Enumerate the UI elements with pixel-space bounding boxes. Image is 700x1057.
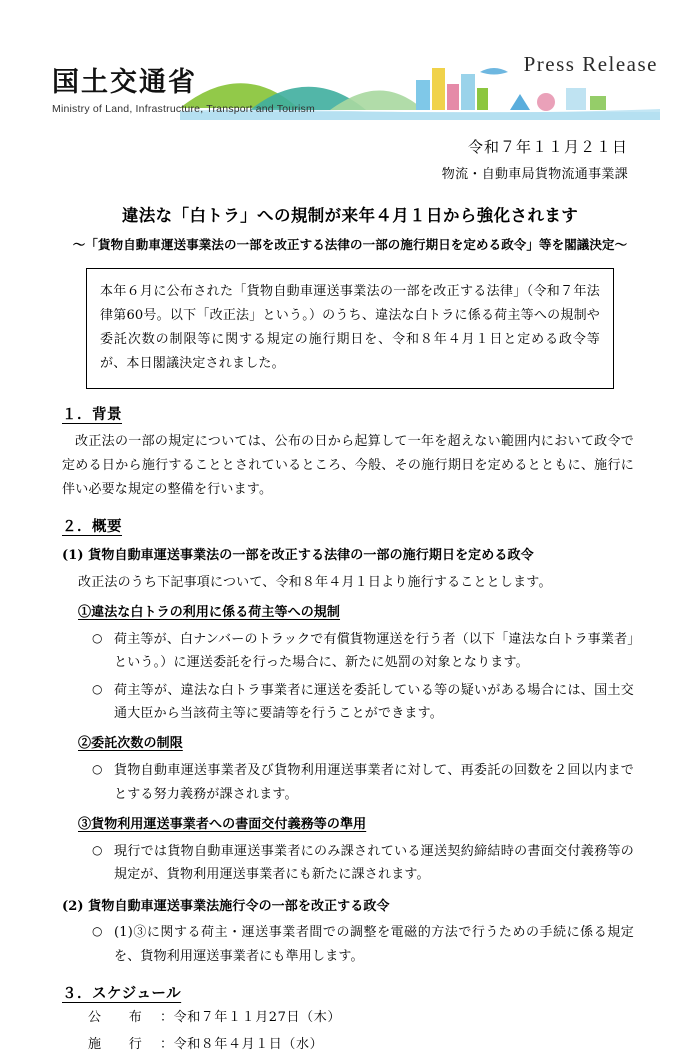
bullet-circle-icon: ○ <box>92 681 103 696</box>
summary-box: 本年６月に公布された「貨物自動車運送事業法の一部を改正する法律」（令和７年法律第60号。以下「改正法」という。）のうち、違法な白トラに係る荷主等への規制や委託次数の制限等に関する規定の施行期日を、令和８年４月１日と定める政令等が、本日閣議決定されました。 <box>86 268 614 389</box>
bullet-item <box>92 759 634 806</box>
bullet-item <box>92 679 634 726</box>
bullet-circle-icon: ○ <box>92 924 103 939</box>
release-date: 令和７年１１月２１日 <box>467 138 628 156</box>
overview-item-lead: 改正法のうち下記事項について、令和８年４月１日より施行することとします。 <box>78 574 552 590</box>
section-paragraph: 改正法の一部の規定については、公布の日から起算して一年を超えない範囲内において政令で定める日から施行することとされているところ、今般、その施行期日を定めるとともに、施行に伴い必要な規定の整備を行います。 <box>62 434 634 497</box>
overview-group-title: ①違法な白トラの利用に係る荷主等への規制 <box>78 605 341 621</box>
bullet-item <box>92 840 634 887</box>
document-header <box>0 0 700 132</box>
section-schedule <box>62 968 634 1057</box>
section-background <box>62 389 634 501</box>
section-heading: １．背景 <box>62 406 122 424</box>
section-overview <box>62 501 634 968</box>
document-body <box>62 389 634 1056</box>
ministry-name-en: Ministry of Land, Infrastructure, Transport and Tourism <box>52 102 315 115</box>
issuing-department: 物流・自動車局貨物流通事業課 <box>441 167 628 182</box>
schedule-value: ：令和７年１１月27日（木） <box>160 1010 341 1026</box>
ministry-logo <box>52 68 315 115</box>
bullet-item <box>92 921 634 968</box>
schedule-row <box>88 1007 634 1030</box>
page-title: 違法な「白トラ」への規制が来年４月１日から強化されます <box>121 206 579 225</box>
bullet-circle-icon: ○ <box>92 842 103 857</box>
section-heading: ３．スケジュール <box>62 985 182 1003</box>
bullet-text: 貨物自動車運送事業者及び貨物利用運送事業者に対して、再委託の回数を２回以内までとする努力義務が課されます。 <box>114 763 634 802</box>
overview-item-label: (1) 貨物自動車運送事業法の一部を改正する法律の一部の施行期日を定める政令 <box>62 548 534 564</box>
press-release-label: Press Release <box>523 52 658 76</box>
section-heading: ２．概要 <box>62 518 122 536</box>
ministry-name-jp: 国土交通省 <box>52 67 197 98</box>
overview-item-label: (2) 貨物自動車運送事業法施行令の一部を改正する政令 <box>62 898 390 914</box>
page-subtitle: ～「貨物自動車運送事業法の一部を改正する法律の一部の施行期日を定める政令」等を閣議決定～ <box>72 237 628 252</box>
bullet-text: 現行では貨物自動車運送事業者にのみ課されている運送契約締結時の書面交付義務等の規定が、貨物利用運送事業者にも新たに課されます。 <box>114 843 634 883</box>
bullet-text: 荷主等が、白ナンバーのトラックで有償貨物運送を行う者（以下「違法な白トラ事業者」という。）に運送委託を行った場合に、新たに処罰の対象となります。 <box>114 631 634 671</box>
schedule-label: 公 布 <box>88 1010 143 1026</box>
schedule-row <box>88 1034 634 1057</box>
overview-group-title: ②委託次数の制限 <box>78 736 183 752</box>
overview-group-title: ③貨物利用運送事業者への書面交付義務等の準用 <box>78 817 367 833</box>
bullet-text: (1)③に関する荷主・運送事業者間での調整を電磁的方法で行うための手続に係る規定を、貨物利用運送事業者にも準用します。 <box>114 925 634 964</box>
bullet-text: 荷主等が、違法な白トラ事業者に運送を委託している等の疑いがある場合には、国土交通大臣から当該荷主等に要請等を行うことができます。 <box>114 682 634 722</box>
bullet-item <box>92 628 634 675</box>
bullet-circle-icon: ○ <box>92 762 103 777</box>
date-block <box>0 136 700 182</box>
schedule-value: ：令和８年４月１日（水） <box>160 1036 324 1052</box>
schedule-label: 施 行 <box>88 1036 143 1052</box>
bullet-circle-icon: ○ <box>92 630 103 645</box>
